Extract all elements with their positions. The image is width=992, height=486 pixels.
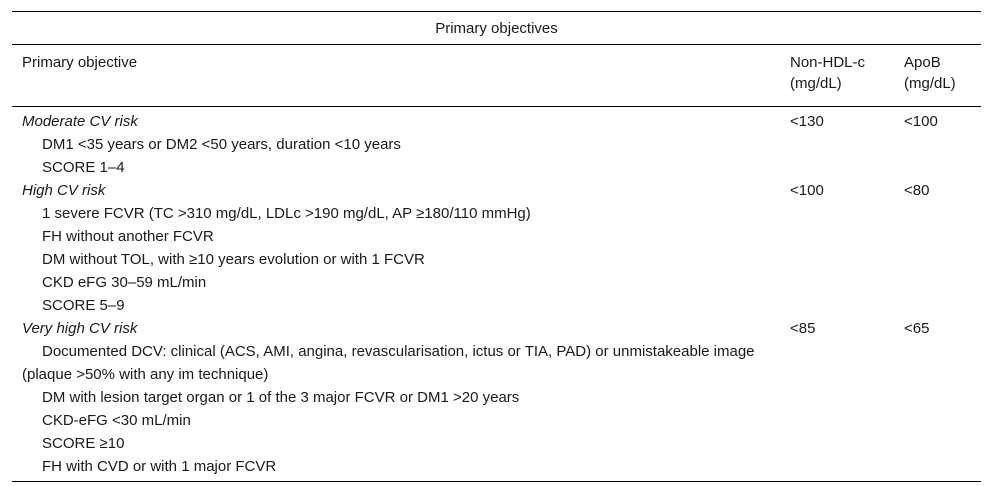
apob-target: <80 bbox=[904, 182, 930, 199]
table-row bbox=[12, 248, 981, 271]
table-row bbox=[12, 386, 981, 409]
header-primary-objective: Primary objective bbox=[12, 45, 780, 107]
table-caption: Primary objectives bbox=[12, 12, 981, 45]
criteria-item: SCORE 5–9 bbox=[42, 297, 125, 314]
non-hdl-target: <130 bbox=[790, 113, 824, 130]
criteria-item: 1 severe FCVR (TC >310 mg/dL, LDLc >190 mg/dL, AP ≥180/110 mmHg) bbox=[42, 205, 531, 222]
table-row bbox=[12, 317, 981, 340]
header-apob-unit: (mg/dL) bbox=[904, 75, 956, 92]
table-row bbox=[12, 340, 981, 386]
table-row bbox=[12, 107, 981, 134]
table-header-row bbox=[12, 45, 981, 107]
table-row bbox=[12, 432, 981, 455]
header-non-hdl-c bbox=[780, 45, 894, 107]
table-caption-row bbox=[12, 12, 981, 45]
criteria-item: CKD-eFG <30 mL/min bbox=[42, 412, 191, 429]
primary-objectives-table-container bbox=[12, 11, 981, 482]
table-row bbox=[12, 455, 981, 482]
table-row bbox=[12, 409, 981, 432]
non-hdl-target: <85 bbox=[790, 320, 816, 337]
table-row bbox=[12, 294, 981, 317]
risk-group-title: High CV risk bbox=[22, 182, 106, 199]
table-row bbox=[12, 225, 981, 248]
header-apob bbox=[894, 45, 981, 107]
criteria-item: DM1 <35 years or DM2 <50 years, duration <10 years bbox=[42, 136, 401, 153]
table-row bbox=[12, 156, 981, 179]
table-row bbox=[12, 271, 981, 294]
criteria-item: DM without TOL, with ≥10 years evolution or with 1 FCVR bbox=[42, 251, 425, 268]
criteria-item: FH with CVD or with 1 major FCVR bbox=[12, 455, 780, 482]
table-row bbox=[12, 179, 981, 202]
criteria-item: CKD eFG 30–59 mL/min bbox=[42, 274, 207, 291]
non-hdl-target: <100 bbox=[790, 182, 824, 199]
header-non-hdl-c-unit: (mg/dL) bbox=[790, 75, 842, 92]
apob-target: <100 bbox=[904, 113, 938, 130]
criteria-item: SCORE ≥10 bbox=[42, 435, 125, 452]
apob-target: <65 bbox=[904, 320, 930, 337]
table-row bbox=[12, 133, 981, 156]
risk-group-title: Very high CV risk bbox=[22, 320, 138, 337]
criteria-item: FH without another FCVR bbox=[42, 228, 214, 245]
risk-group-title: Moderate CV risk bbox=[22, 113, 138, 130]
header-apob-name: ApoB bbox=[904, 54, 941, 71]
primary-objectives-table bbox=[12, 11, 981, 482]
criteria-item: DM with lesion target organ or 1 of the 3 major FCVR or DM1 >20 years bbox=[42, 389, 520, 406]
header-non-hdl-c-name: Non-HDL-c bbox=[790, 54, 866, 71]
table-row bbox=[12, 202, 981, 225]
criteria-item: Documented DCV: clinical (ACS, AMI, angina, revascularisation, ictus or TIA, PAD) or unmistakeable image (plaque >50% with any im technique) bbox=[22, 343, 755, 383]
criteria-item: SCORE 1–4 bbox=[42, 159, 125, 176]
